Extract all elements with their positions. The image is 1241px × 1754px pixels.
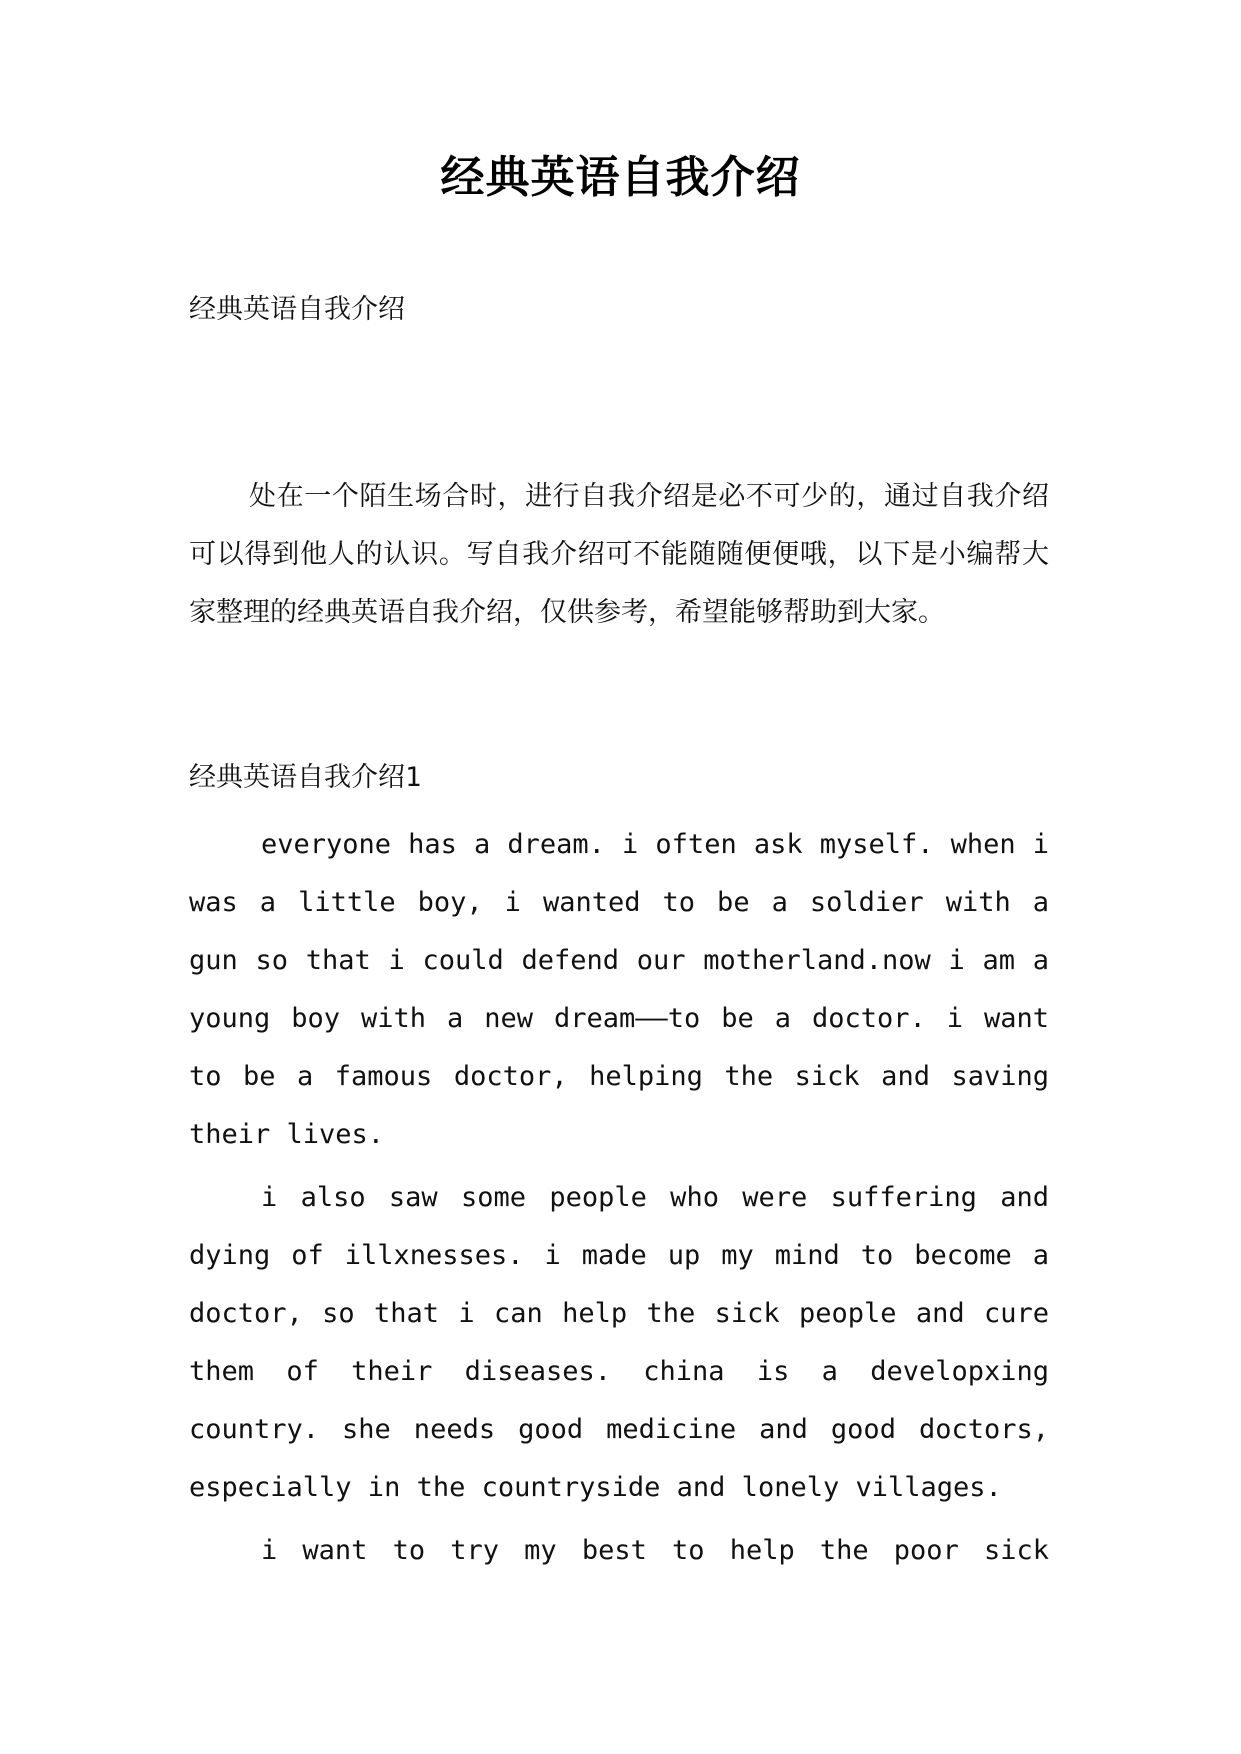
body-paragraph: everyone has a dream. i often ask myself. when i was a little boy, i wanted to be a soldier with a gun so that i could defend our motherland.now i am a young boy with a new dream——to be a doctor. i want to be a famous doctor, helping the sick and saving their lives. — [189, 829, 1049, 1150]
document-subtitle: 经典英语自我介绍 — [189, 294, 405, 325]
body-paragraph: i also saw some people who were suffering and dying of illxnesses. i made up my mind to become a doctor, so that i can help the sick people and cure them of their diseases. china is a developxing country. she needs good medicine and good doctors, especially in the countryside and lonely villages. — [189, 1182, 1049, 1503]
document-title: 经典英语自我介绍 — [440, 152, 801, 203]
body-paragraph: i want to try my best to help the poor sick — [261, 1535, 1049, 1566]
intro-paragraph: 处在一个陌生场合时，进行自我介绍是必不可少的，通过自我介绍可以得到他人的认识。写自我介绍可不能随随便便哦，以下是小编帮大家整理的经典英语自我介绍，仅供参考，希望能够帮助到大家。 — [189, 481, 1049, 628]
section-heading: 经典英语自我介绍1 — [189, 762, 422, 793]
